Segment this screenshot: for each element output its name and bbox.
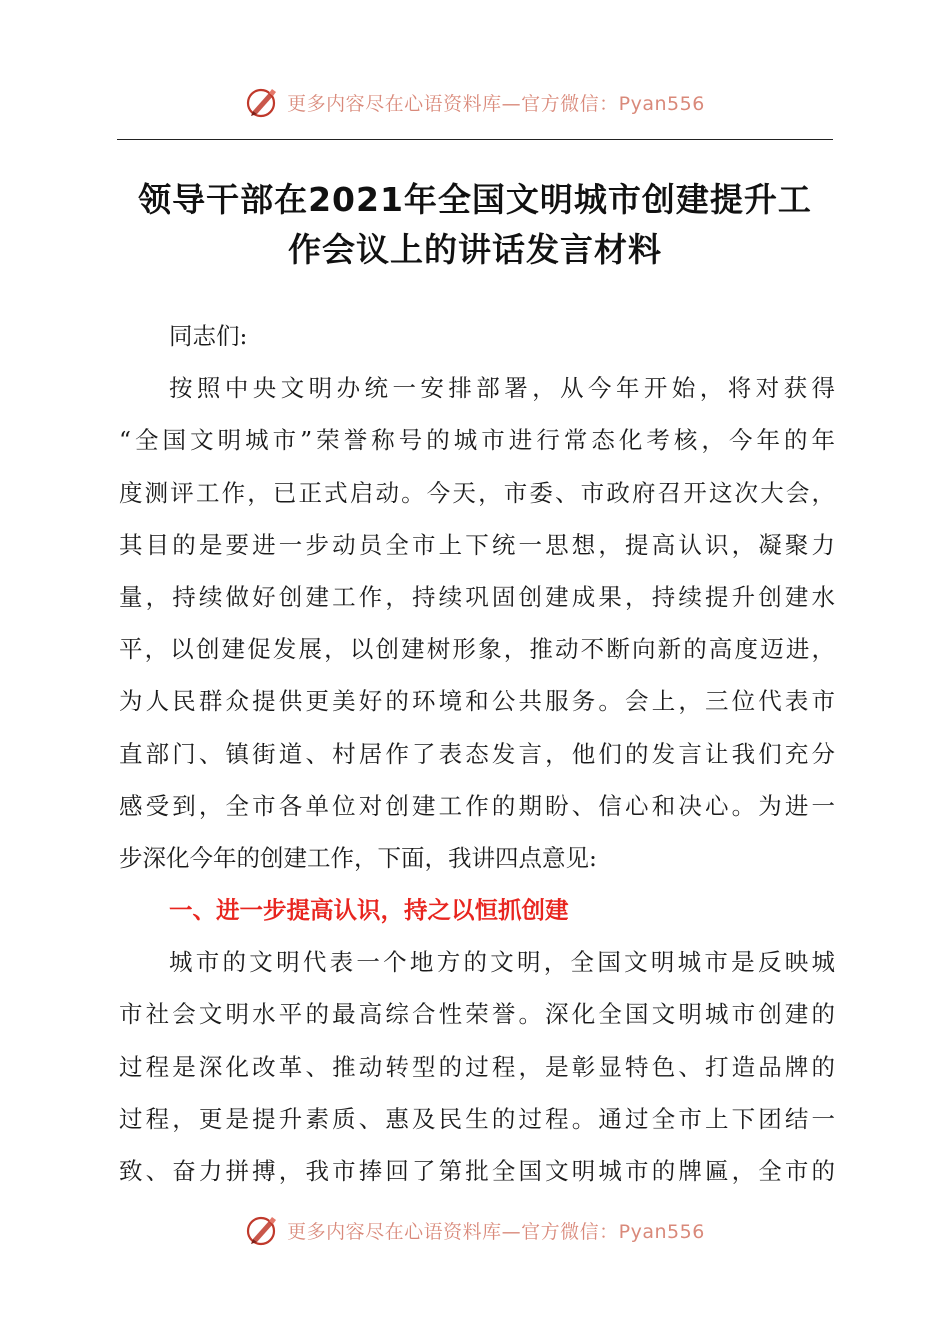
title-line: 领导干部在2021年全国文明城市创建提升工 bbox=[138, 180, 812, 219]
paragraph-line: 感受到，全市各单位对创建工作的期盼、信心和决心。为进一 bbox=[119, 791, 835, 820]
banner-text: 更多内容尽在心语资料库—官方微信：Pyan556 bbox=[287, 92, 705, 115]
pen-logo-icon bbox=[245, 85, 279, 119]
paragraph-line: 直部门、镇街道、村居作了表态发言，他们的发言让我们充分 bbox=[119, 739, 835, 768]
document-body bbox=[119, 310, 835, 1197]
paragraph-line: 步深化今年的创建工作，下面，我讲四点意见: bbox=[119, 843, 597, 872]
banner-text: 更多内容尽在心语资料库—官方微信：Pyan556 bbox=[287, 1220, 705, 1243]
paragraph-line: 度测评工作，已正式启动。今天，市委、市政府召开这次大会， bbox=[119, 478, 835, 507]
paragraph-line: 过程是深化改革、推动转型的过程，是彰显特色、打造品牌的 bbox=[119, 1052, 835, 1081]
paragraph-line: 城市的文明代表一个地方的文明，全国文明城市是反映城 bbox=[169, 948, 835, 977]
paragraph-line: 量，持续做好创建工作，持续巩固创建成果，持续提升创建水 bbox=[119, 582, 835, 611]
paragraph-line: 为人民群众提供更美好的环境和公共服务。会上，三位代表市 bbox=[119, 687, 835, 716]
footer-banner bbox=[0, 1208, 950, 1252]
paragraph-line: 平，以创建促发展，以创建树形象，推动不断向新的高度迈进， bbox=[119, 635, 835, 664]
paragraph-line: 市社会文明水平的最高综合性荣誉。深化全国文明城市创建的 bbox=[119, 1000, 835, 1029]
paragraph-line: “全国文明城市”荣誉称号的城市进行常态化考核，今年的年 bbox=[119, 426, 835, 455]
section-heading: 一、进一步提高认识，持之以恒抓创建 bbox=[169, 896, 569, 925]
header-divider bbox=[117, 139, 833, 140]
header-banner bbox=[0, 80, 950, 124]
title-line: 作会议上的讲话发言材料 bbox=[288, 230, 662, 269]
salutation: 同志们: bbox=[169, 322, 248, 350]
paragraph-line: 按照中央文明办统一安排部署，从今年开始，将对获得 bbox=[169, 374, 835, 403]
paragraph-line: 致、奋力拼搏，我市捧回了第批全国文明城市的牌匾，全市的 bbox=[119, 1157, 835, 1185]
paragraph-line: 其目的是要进一步动员全市上下统一思想，提高认识，凝聚力 bbox=[119, 530, 835, 559]
pen-logo-icon bbox=[245, 1213, 279, 1247]
page-title bbox=[100, 175, 850, 275]
paragraph-line: 过程，更是提升素质、惠及民生的过程。通过全市上下团结一 bbox=[119, 1104, 835, 1133]
